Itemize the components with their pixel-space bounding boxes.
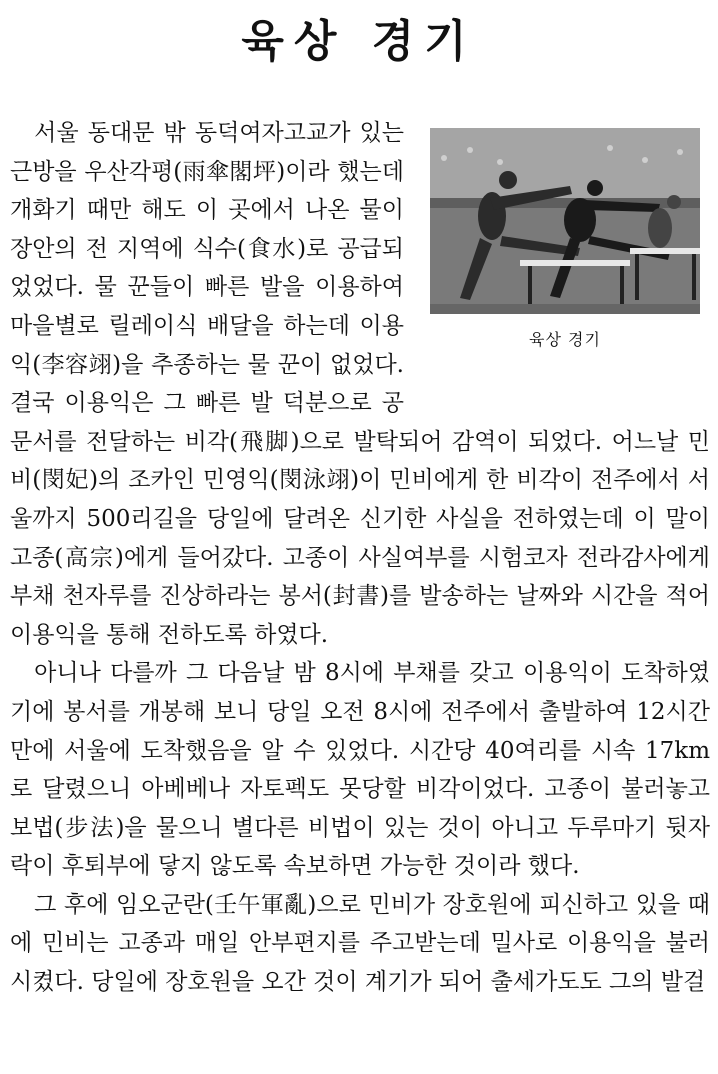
page-title: 육상 경기 (241, 16, 477, 67)
paragraph-1 (10, 114, 710, 654)
figure (420, 128, 710, 378)
paragraph-1-text: 서울 동대문 밖 동덕여자고교가 있는 근방을 우산각평(雨傘閣坪)이라 했는데 개화기 때만 해도 이 곳에서 나온 물이 장안의 전 지역에 식수(食水)로 공급되었었다. 물 꾼들이 빠른 발을 이용하여 마을별로 릴레이식 배달을 하는데 이용익(李容翊)을 추종하는 물 꾼이 없었다. 결국 이용익은 그 빠른 발 덕분으로 공문서를 전달하는 비각(飛脚)으로 발탁되어 감역이 되었다. 어느날 민비(閔妃)의 조카인 민영익(閔泳翊)이 민비에게 한 비각이 전주에서 서울까지 500리길을 당일에 달려온 신기한 사실을 전하였는데 이 말이 고종(高宗)에게 들어갔다. 고종이 사실여부를 시험코자 전라감사에게 부채 천자루를 진상하라는 봉서(封書)를 발송하는 날짜와 시간을 적어 이용익을 통해 전하도록 하였다. (10, 120, 710, 648)
article-body (10, 114, 710, 1002)
paragraph-2: 아니나 다를까 그 다음날 밤 8시에 부채를 갖고 이용익이 도착하였기에 봉서를 개봉해 보니 당일 오전 8시에 전주에서 출발하여 12시간 만에 서울에 도착했음을 알 수 있었다. 시간당 40여리를 시속 17km로 달렸으니 아베베나 자토펙도 못당할 비각이었다. 고종이 불러놓고 보법(步法)을 물으니 별다른 비법이 있는 것이 아니고 두루마기 뒷자락이 후퇴부에 닿지 않도록 속보하면 가능한 것이라 했다. (10, 660, 710, 880)
hurdles-photo (430, 128, 700, 314)
paragraph-3: 그 후에 임오군란(壬午軍亂)으로 민비가 장호원에 피신하고 있을 때에 민비는 고종과 매일 안부편지를 주고받는데 밀사로 이용익을 불러 시켰다. 당일에 장호원을 오간 것이 계기가 되어 출세가도도 그의 발걸 (10, 891, 710, 996)
figure-caption: 육상 경기 (529, 330, 601, 349)
